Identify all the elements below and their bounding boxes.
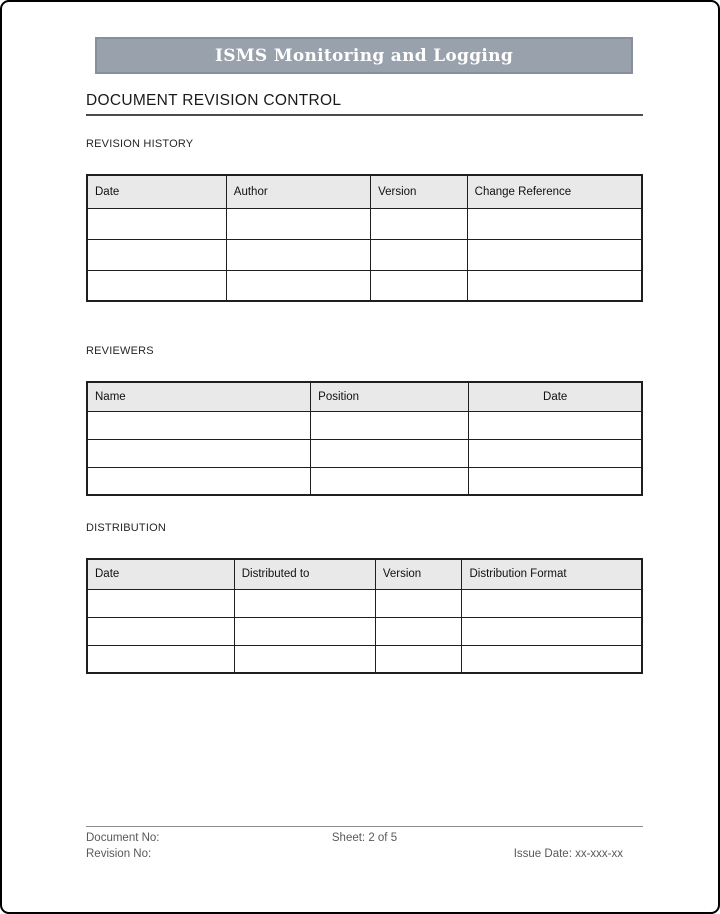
empty-cell: [469, 439, 642, 467]
column-header-date: Date: [469, 382, 642, 411]
document-content: [86, 92, 643, 674]
empty-cell: [87, 239, 226, 270]
empty-cell: [87, 411, 311, 439]
empty-cell: [87, 617, 234, 645]
empty-row: [87, 589, 642, 617]
section-label-distribution: DISTRIBUTION: [86, 522, 167, 534]
column-header-date: Date: [87, 175, 226, 208]
section-reviewers: [86, 345, 643, 496]
section-revision-history: [86, 138, 643, 302]
empty-row: [87, 617, 642, 645]
revision-no-label: Revision No:: [86, 848, 152, 860]
column-header-date: Date: [87, 559, 234, 589]
section-label-reviewers: REVIEWERS: [86, 345, 154, 357]
empty-cell: [469, 411, 642, 439]
document-title: ISMS Monitoring and Logging: [214, 45, 514, 66]
column-header-name: Name: [87, 382, 311, 411]
issue-date-label: Issue Date: xx-xxx-xx: [513, 848, 623, 860]
column-header-author: Author: [226, 175, 370, 208]
empty-row: [87, 239, 642, 270]
empty-cell: [87, 645, 234, 673]
column-header-distributed-to: Distributed to: [234, 559, 375, 589]
empty-cell: [311, 411, 469, 439]
empty-cell: [375, 645, 462, 673]
footer-spacer: [457, 830, 643, 846]
empty-cell: [462, 589, 642, 617]
header-row: [87, 559, 642, 589]
empty-cell: [467, 270, 642, 301]
empty-cell: [462, 645, 642, 673]
empty-row: [87, 439, 642, 467]
column-header-version: Version: [375, 559, 462, 589]
reviewers-table: [86, 381, 643, 496]
empty-row: [87, 645, 642, 673]
empty-cell: [87, 208, 226, 239]
empty-cell: [87, 467, 311, 495]
empty-cell: [467, 239, 642, 270]
footer-divider: [86, 826, 643, 827]
empty-cell: [234, 589, 375, 617]
empty-cell: [234, 617, 375, 645]
empty-cell: [226, 239, 370, 270]
revision-history-table: [86, 174, 643, 302]
empty-cell: [375, 589, 462, 617]
empty-cell: [371, 270, 468, 301]
empty-cell: [375, 617, 462, 645]
page-title: DOCUMENT REVISION CONTROL: [86, 92, 643, 116]
empty-cell: [462, 617, 642, 645]
empty-cell: [469, 467, 642, 495]
empty-cell: [87, 589, 234, 617]
sheet-label: Sheet: 2 of 5: [331, 832, 398, 844]
column-header-change-reference: Change Reference: [467, 175, 642, 208]
empty-cell: [467, 208, 642, 239]
page-footer: [86, 826, 643, 862]
column-header-version: Version: [371, 175, 468, 208]
column-header-position: Position: [311, 382, 469, 411]
sections-container: [86, 138, 643, 674]
empty-cell: [371, 239, 468, 270]
empty-cell: [371, 208, 468, 239]
empty-cell: [311, 467, 469, 495]
empty-cell: [234, 645, 375, 673]
document-title-banner: [95, 37, 633, 74]
empty-cell: [87, 270, 226, 301]
footer-spacer: [272, 846, 458, 862]
empty-row: [87, 270, 642, 301]
empty-cell: [311, 439, 469, 467]
footer-grid: [86, 830, 643, 862]
document-no-label: Document No:: [86, 832, 160, 844]
empty-cell: [226, 208, 370, 239]
distribution-table: [86, 558, 643, 674]
empty-row: [87, 411, 642, 439]
header-row: [87, 382, 642, 411]
empty-row: [87, 467, 642, 495]
empty-cell: [226, 270, 370, 301]
section-distribution: [86, 522, 643, 674]
column-header-distribution-format: Distribution Format: [462, 559, 642, 589]
section-label-revision-history: REVISION HISTORY: [86, 138, 194, 150]
empty-row: [87, 208, 642, 239]
header-row: [87, 175, 642, 208]
empty-cell: [87, 439, 311, 467]
